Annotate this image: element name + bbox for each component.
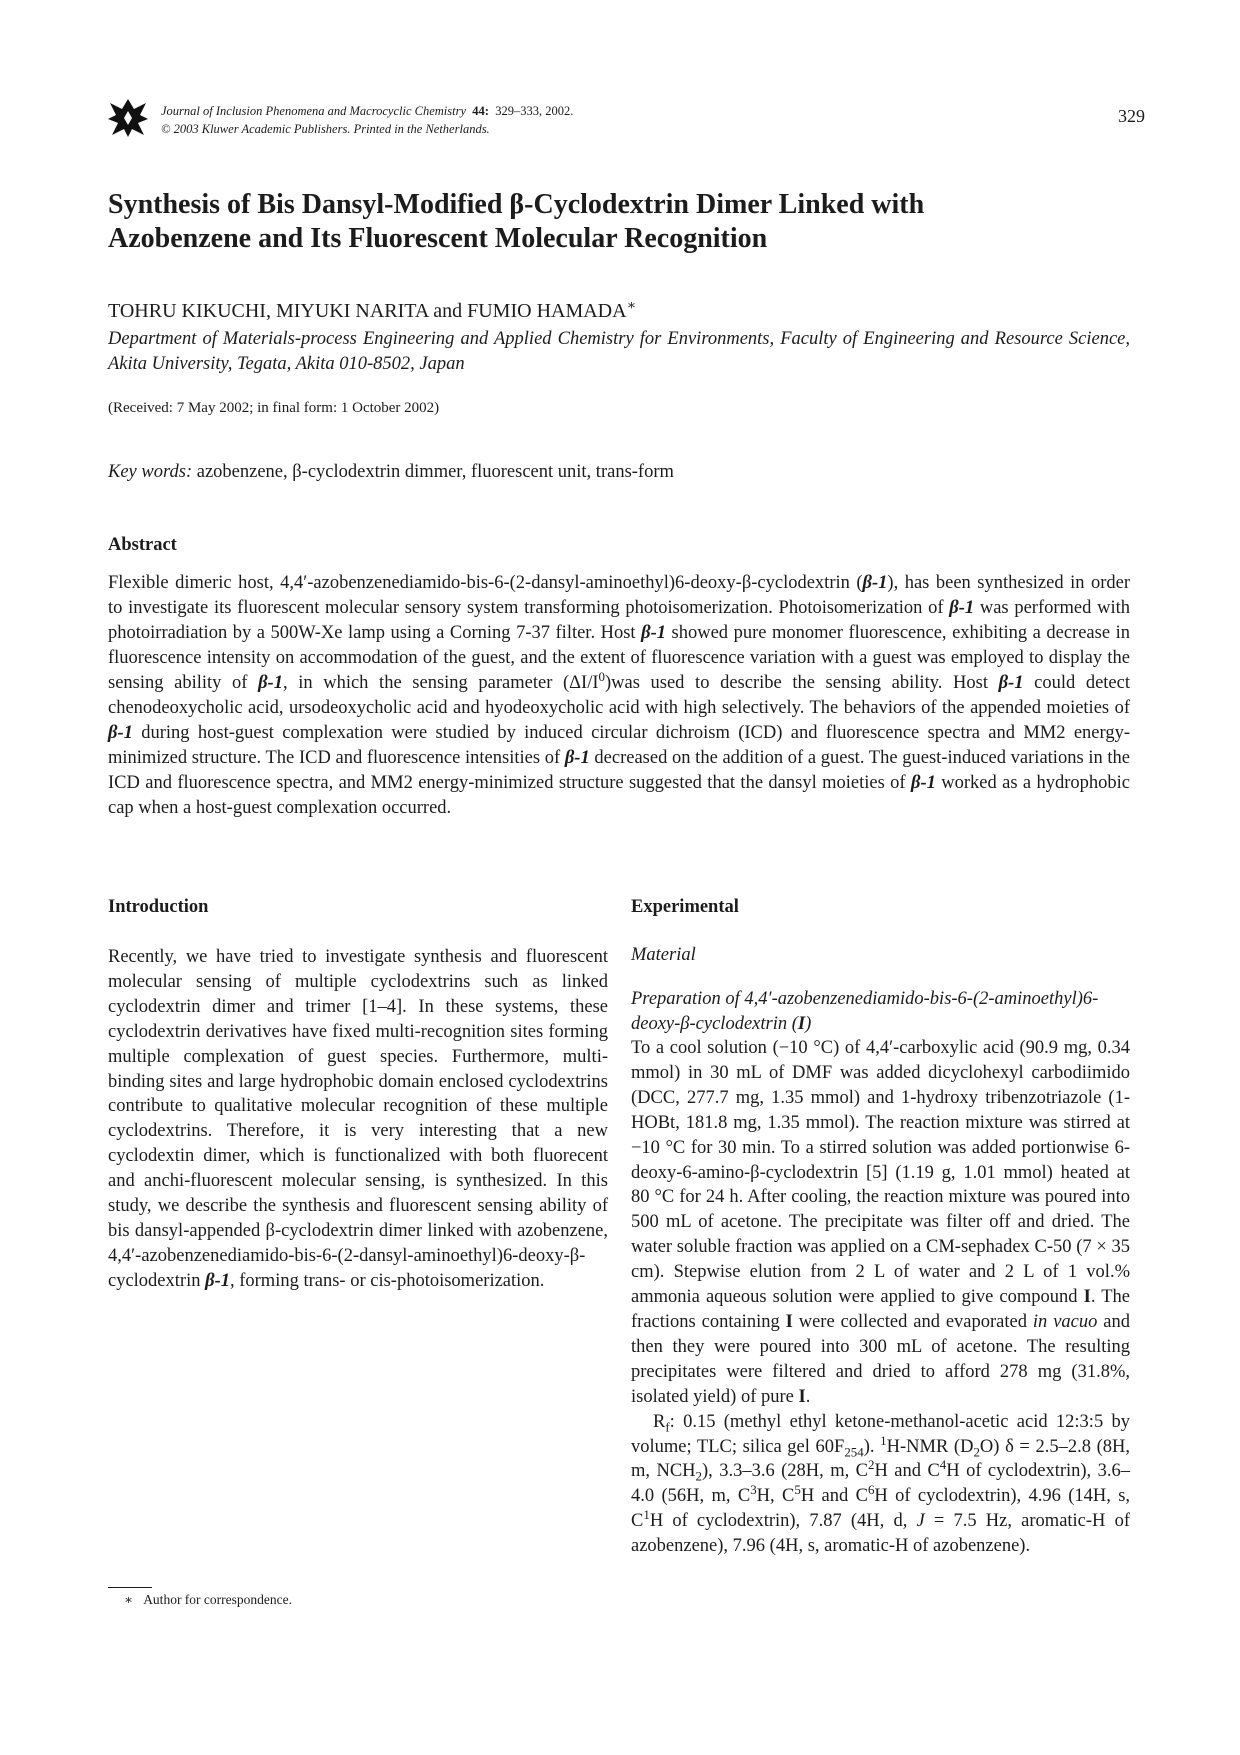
abstract-heading: Abstract	[108, 535, 177, 555]
introduction-body: Recently, we have tried to investigate synthesis and fluorescent molecular sensing of multiple cyclodextrins such as linked cyclodextrin dimer and trimer [1–4]. In these systems, these cyclodextrin derivatives have fixed multi-recognition sites forming multiple complexation of guest species. Furthermore, multi-binding sites and large hydrophobic domain enclosed cyclodextrins contribute to qualitative molecular recognition of these multiple cyclodextrins. Therefore, it is very interesting that a new cyclodextin dimer, which is functionalized with both fluorecent and anchi-fluorescent molecular sensing, is synthesized. In this study, we describe the synthesis and fluorescent sensing ability of bis dansyl-appended β-cyclodextrin dimer linked with azobenzene, 4,4′-azobenzenediamido-bis-6-(2-dansyl-aminoethyl)6-deoxy-β-cyclodextrin β-1, forming trans- or cis-photoisomerization.	[108, 947, 608, 1291]
journal-name: Journal of Inclusion Phenomena and Macrocyclic Chemistry	[161, 104, 467, 118]
experimental-body	[631, 1036, 1130, 1559]
compound-ref: β-1	[641, 623, 666, 643]
keywords	[108, 462, 674, 483]
paper-title-line-1: Synthesis of Bis Dansyl-Modified β-Cyclodextrin Dimer Linked with	[108, 189, 925, 220]
procedure-paragraph: To a cool solution (−10 °C) of 4,4′-carboxylic acid (90.9 mg, 0.34 mmol) in 30 mL of DMF was added dicyclohexyl carbodiimido (DCC, 277.7 mg, 1.35 mmol) and 1-hydroxy tribenzotriazole (1-HOBt, 181.8 mg, 1.35 mmol). The reaction mixture was stirred at −10 °C for 30 min. To a stirred solution was added portionwise 6-deoxy-6-amino-β-cyclodextrin [5] (1.19 g, 1.01 mmol) heated at 80 °C for 24 h. After cooling, the reaction mixture was poured into 500 mL of acetone. The precipitate was filter off and dried. The water soluble fraction was applied on a CM-sephadex C-50 (7 × 35 cm). Stepwise elution from 2 L of water and 2 L of 1 vol.% ammonia aqueous solution were applied to give compound I. The fractions containing I were collected and evaporated in vacuo and then they were poured into 300 mL of acetone. The resulting precipitates were filtered and dried to afford 278 mg (31.8%, isolated yield) of pure I.	[631, 1038, 1130, 1407]
preparation-title: Preparation of 4,4′-azobenzenediamido-bis-6-(2-aminoethyl)6-deoxy-β-cyclodextrin (I)	[631, 989, 1099, 1034]
journal-pages: 329–333, 2002.	[495, 104, 574, 118]
footnote-text: Author for correspondence.	[143, 1592, 293, 1607]
compound-ref: β-1	[205, 1270, 230, 1291]
footnote-mark: ∗	[124, 1592, 134, 1607]
experimental-heading: Experimental	[631, 897, 739, 917]
compound-ref: β-1	[949, 598, 975, 618]
journal-citation	[161, 102, 861, 138]
compound-ref: β-1	[862, 573, 888, 593]
compound-ref: β-1	[108, 723, 133, 743]
journal-volume: 44:	[472, 104, 489, 118]
abstract-body: Flexible dimeric host, 4,4′-azobenzenediamido-bis-6-(2-dansyl-aminoethyl)6-deoxy-β-cyclodextrin (β-1), has been synthesized in order to investigate its fluorescent molecular sensory system transforming photoisomerization. Photoisomerization of β-1 was performed with photoirradiation by a 500W-Xe lamp using a Corning 7-37 filter. Host β-1 showed pure monomer fluorescence, exhibiting a decrease in fluorescence intensity on accommodation of the guest, and the extent of fluorescence variation with a guest was employed to display the sensing ability of β-1, in which the sensing parameter $(\Delta I/I^0)was$ used to describe the sensing ability. Host β-1 could detect chenodeoxycholic acid, ursodeoxycholic acid and hyodeoxycholic acid with high selectively. The behaviors of the appended moieties of β-1 during host-guest complexation were studied by induced circular dichroism (ICD) and fluorescence spectra and MM2 energy-minimized structure. The ICD and fluorescence intensities of β-1 decreased on the addition of a guest. The guest-induced variations in the ICD and fluorescence spectra, and MM2 energy-minimized structure suggested that the dansyl moieties of β-1 worked as a hydrophobic cap when a host-guest complexation occurred.	[108, 573, 1131, 818]
paper-title-line-2: Azobenzene and Its Fluorescent Molecular Recognition	[108, 223, 768, 254]
footnote	[124, 1592, 292, 1608]
paper-title	[108, 188, 1128, 256]
affiliation: Department of Materials-process Engineering and Applied Chemistry for Environments, Faculty of Engineering and Resource Science, Akita University, Tegata, Akita 010-8502, Japan	[108, 329, 1130, 374]
compound-ref: β-1	[910, 773, 936, 793]
publisher-logo	[108, 97, 148, 139]
journal-copyright: © 2003 Kluwer Academic Publishers. Printed in the Netherlands.	[161, 122, 490, 136]
compound-ref: β-1	[998, 673, 1024, 693]
page-number: 329	[1118, 106, 1145, 126]
footnote-rule	[108, 1587, 152, 1588]
keywords-label: Key words:	[108, 462, 193, 482]
publisher-logo-icon	[108, 97, 148, 139]
compound-ref: I	[797, 1013, 806, 1034]
author-footnote-mark: ∗	[626, 298, 637, 314]
characterization-paragraph: $R_f$: 0.15 (methyl ethyl ketone-methanol-acetic acid 12:3:5 by volume; TLC; silica gel $60F_{254}$). $^1$H-NMR $(D_2O) \delta = 2.5-2.8$ (8H, m, $NCH_2$), 3.3–3.6 (28H, m, $C^2H$ and $C^4H$ of cyclodextrin), 3.6–4.0 (56H, m, $C^3H$, $C^5H$ and $C^6H$ of cyclodextrin), 4.96 (14H, s, $C^1H$ of cyclodextrin), 7.87 (4H, d, J = 7.5 Hz, aromatic-H of azobenzene), 7.96 (4H, s, aromatic-H of azobenzene).	[631, 1411, 1131, 1557]
compound-ref: β-1	[564, 748, 590, 768]
compound-ref: β-1	[258, 673, 283, 693]
received-dates: (Received: 7 May 2002; in final form: 1 October 2002)	[108, 400, 440, 416]
authors-text: TOHRU KIKUCHI, MIYUKI NARITA and FUMIO HAMADA	[108, 300, 627, 322]
material-subheading: Material	[631, 945, 696, 965]
author-list	[108, 300, 1128, 323]
introduction-heading: Introduction	[108, 897, 209, 917]
keywords-text: azobenzene, β-cyclodextrin dimmer, fluorescent unit, trans-form	[196, 462, 674, 482]
